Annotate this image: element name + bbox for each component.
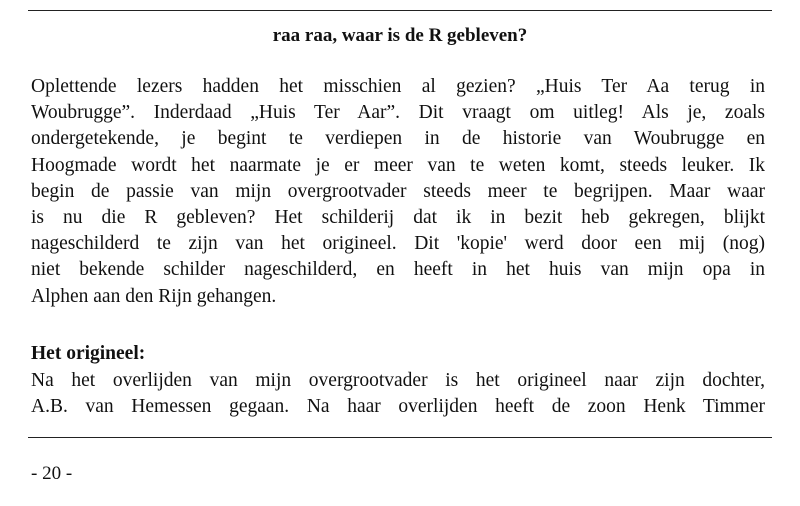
text-line: begin de passie van mijn overgrootvader steeds meer te begrijpen. Maar waar	[31, 180, 765, 202]
text-line: Woubrugge”. Inderdaad „Huis Ter Aar”. Dit vraagt om uitleg! Als je, zoals	[31, 102, 765, 124]
text-line: ondergetekende, je begint te verdiepen in de historie van Woubrugge en	[31, 128, 765, 150]
text-line: niet bekende schilder nageschilderd, en heeft in het huis van mijn opa in	[31, 259, 765, 281]
text-line: nageschilderd te zijn van het origineel. Dit 'kopie' werd door een mij (nog)	[31, 233, 765, 255]
text-line: Na het overlijden van mijn overgrootvader is het origineel naar zijn dochter,	[31, 370, 765, 391]
text-line: A.B. van Hemessen gegaan. Na haar overlijden heeft de zoon Henk Timmer	[31, 396, 765, 418]
body-paragraph-1	[31, 74, 765, 310]
text-line: Hoogmade wordt het naarmate je er meer van te weten komt, steeds leuker. Ik	[31, 154, 765, 176]
text-line: Oplettende lezers hadden het misschien al gezien? „Huis Ter Aa terug in	[31, 76, 765, 97]
top-rule	[28, 10, 772, 11]
text-line: is nu die R gebleven? Het schilderij dat ik in bezit heb gekregen, blijkt	[31, 206, 765, 228]
bottom-rule	[28, 437, 772, 438]
body-paragraph-2	[31, 368, 765, 420]
section-heading: Het origineel:	[31, 343, 146, 364]
text-line: Alphen aan den Rijn gehangen.	[31, 285, 277, 307]
page-number: - 20 -	[31, 463, 73, 484]
article-title: raa raa, waar is de R gebleven?	[272, 25, 528, 46]
